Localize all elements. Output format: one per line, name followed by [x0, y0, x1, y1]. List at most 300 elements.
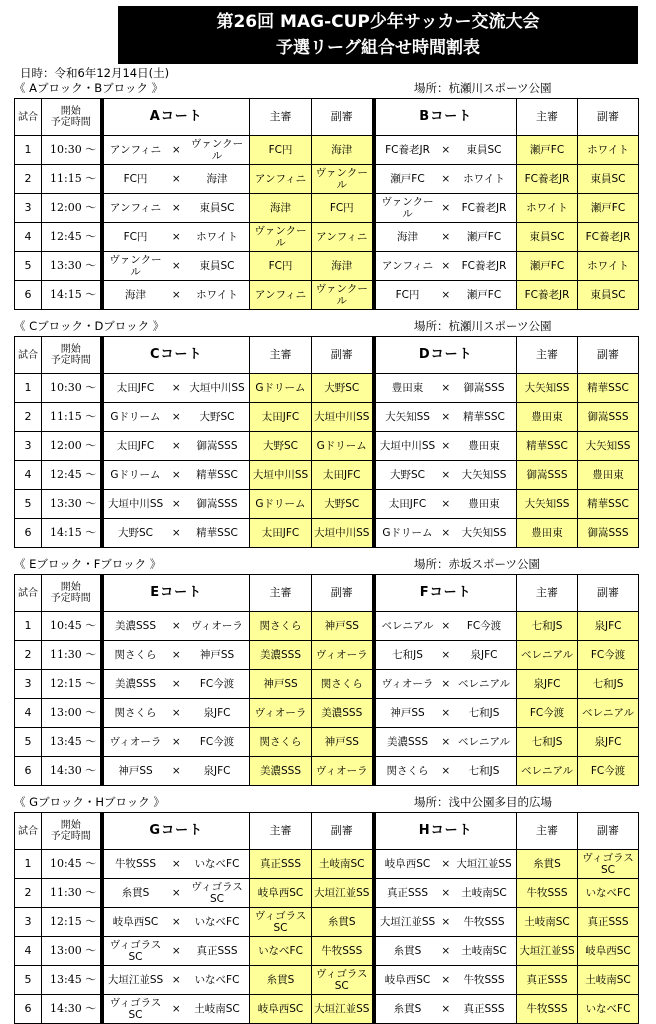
- chief-referee: 太田JFC: [250, 403, 312, 432]
- assistant-referee: 大垣中川SS: [312, 519, 374, 548]
- match-cell: [102, 403, 250, 432]
- versus-mark: ×: [441, 887, 451, 899]
- assistant-referee: 神戸SS: [312, 612, 374, 641]
- assistant-referee: 大矢知SS: [578, 432, 639, 461]
- matchup: [104, 527, 250, 539]
- match-row: [15, 281, 639, 310]
- court-1-header: Cコート: [102, 337, 250, 374]
- away-team: 土岐南SC: [461, 945, 507, 957]
- header-chief-ref: 主審: [517, 99, 578, 136]
- block-name: 《 Aブロック・Bブロック 》: [14, 81, 164, 95]
- matchup: [376, 916, 517, 928]
- matchup: [104, 382, 250, 394]
- away-team: 東員SC: [199, 202, 235, 214]
- away-team: 真正SSS: [463, 1003, 505, 1015]
- chief-referee: 土岐南SC: [517, 908, 578, 937]
- matchup: [376, 678, 517, 690]
- away-team: 泉JFC: [203, 707, 231, 719]
- match-cell: [102, 432, 250, 461]
- venue-label: 場所：杭瀬川スポーツ公園: [414, 81, 552, 95]
- home-team: アンフィニ: [381, 260, 434, 272]
- assistant-referee: 泉JFC: [578, 612, 639, 641]
- matchup: [104, 736, 250, 748]
- versus-mark: ×: [441, 678, 451, 690]
- block-header: [14, 794, 644, 810]
- schedule-table: [14, 812, 639, 1024]
- matchup: [104, 231, 250, 243]
- start-time: 12:45 ～: [42, 223, 102, 252]
- matchup: [104, 997, 250, 1021]
- away-team: 精華SSC: [196, 469, 238, 481]
- match-row: [15, 432, 639, 461]
- matchup: [376, 260, 517, 272]
- away-team: 七和JS: [468, 765, 500, 777]
- header-assistant-ref: 副審: [578, 813, 639, 850]
- match-cell: [102, 995, 250, 1024]
- home-team: 七和JS: [392, 649, 423, 661]
- match-cell: [374, 252, 517, 281]
- home-team: Gドリーム: [110, 469, 161, 481]
- assistant-referee: いなべFC: [578, 995, 639, 1024]
- chief-referee: Gドリーム: [250, 490, 312, 519]
- match-cell: [102, 641, 250, 670]
- match-row: [15, 612, 639, 641]
- match-cell: [374, 908, 517, 937]
- away-team: 御嵩SSS: [463, 382, 505, 394]
- match-cell: [374, 432, 517, 461]
- versus-mark: ×: [171, 173, 181, 185]
- chief-referee: ヴァンクール: [250, 223, 312, 252]
- chief-referee: FC養老JR: [517, 165, 578, 194]
- away-team: ベレニアル: [457, 736, 511, 748]
- versus-mark: ×: [441, 858, 451, 870]
- match-row: [15, 670, 639, 699]
- home-team: アンフィニ: [109, 202, 162, 214]
- home-team: 牛牧SSS: [115, 858, 156, 870]
- home-team: 糸貫S: [393, 945, 422, 957]
- versus-mark: ×: [171, 498, 181, 510]
- game-number: 4: [15, 699, 42, 728]
- away-team: 大矢知SS: [461, 469, 507, 481]
- match-cell: [374, 966, 517, 995]
- match-cell: [102, 281, 250, 310]
- home-team: FC円: [123, 173, 148, 185]
- start-time: 12:15 ～: [42, 908, 102, 937]
- versus-mark: ×: [441, 765, 451, 777]
- start-time: 10:45 ～: [42, 850, 102, 879]
- home-team: 美濃SSS: [115, 620, 156, 632]
- match-cell: [374, 194, 517, 223]
- chief-referee: FC養老JR: [517, 281, 578, 310]
- header-chief-ref: 主審: [517, 575, 578, 612]
- schedule-table: [14, 98, 639, 310]
- chief-referee: 糸貫S: [517, 850, 578, 879]
- assistant-referee: いなべFC: [578, 879, 639, 908]
- away-team: 精華SSC: [196, 527, 238, 539]
- matchup: [104, 649, 250, 661]
- match-row: [15, 252, 639, 281]
- game-number: 3: [15, 670, 42, 699]
- assistant-referee: 東員SC: [578, 165, 639, 194]
- versus-mark: ×: [441, 974, 451, 986]
- home-team: 豊田東: [391, 382, 424, 394]
- assistant-referee: FC円: [312, 194, 374, 223]
- court-2-header: Bコート: [374, 99, 517, 136]
- chief-referee: 瀬戸FC: [517, 136, 578, 165]
- versus-mark: ×: [171, 858, 181, 870]
- block-name: 《 Gブロック・Hブロック 》: [14, 795, 165, 809]
- away-team: ヴァンクール: [190, 138, 244, 162]
- header-start-line1: 開始: [60, 582, 81, 593]
- match-cell: [374, 699, 517, 728]
- matchup: [376, 620, 517, 632]
- header-start-time: [42, 813, 102, 850]
- versus-mark: ×: [441, 707, 451, 719]
- matchup: [376, 440, 517, 452]
- start-time: 13:45 ～: [42, 966, 102, 995]
- court-2-header: Hコート: [374, 813, 517, 850]
- block-header: [14, 556, 644, 572]
- chief-referee: ホワイト: [517, 194, 578, 223]
- home-team: 糸貫S: [393, 1003, 422, 1015]
- chief-referee: 東員SC: [517, 223, 578, 252]
- block-name: 《 Cブロック・Dブロック 》: [14, 319, 165, 333]
- versus-mark: ×: [171, 736, 181, 748]
- away-team: いなべFC: [194, 974, 240, 986]
- assistant-referee: 東員SC: [578, 281, 639, 310]
- home-team: 関さくら: [114, 707, 157, 719]
- assistant-referee: ヴァンクール: [312, 281, 374, 310]
- header-chief-ref: 主審: [517, 813, 578, 850]
- chief-referee: ベレニアル: [517, 641, 578, 670]
- assistant-referee: 土岐南SC: [578, 966, 639, 995]
- chief-referee: 豊田東: [517, 519, 578, 548]
- assistant-referee: 大垣中川SS: [312, 403, 374, 432]
- versus-mark: ×: [441, 649, 451, 661]
- chief-referee: ヴィオーラ: [250, 699, 312, 728]
- chief-referee: FC円: [250, 136, 312, 165]
- versus-mark: ×: [171, 765, 181, 777]
- home-team: 大野SC: [118, 527, 153, 539]
- home-team: Gドリーム: [382, 527, 433, 539]
- match-cell: [102, 461, 250, 490]
- match-cell: [102, 937, 250, 966]
- header-game: 試合: [15, 337, 42, 374]
- match-row: [15, 461, 639, 490]
- versus-mark: ×: [171, 887, 181, 899]
- chief-referee: 精華SSC: [517, 432, 578, 461]
- versus-mark: ×: [171, 945, 181, 957]
- versus-mark: ×: [171, 469, 181, 481]
- court-1-header: Gコート: [102, 813, 250, 850]
- versus-mark: ×: [171, 260, 181, 272]
- versus-mark: ×: [171, 707, 181, 719]
- start-time: 13:45 ～: [42, 728, 102, 757]
- versus-mark: ×: [171, 527, 181, 539]
- assistant-referee: ベレニアル: [578, 699, 639, 728]
- match-cell: [374, 995, 517, 1024]
- assistant-referee: アンフィニ: [312, 223, 374, 252]
- matchup: [376, 649, 517, 661]
- assistant-referee: ヴィオーラ: [312, 641, 374, 670]
- match-row: [15, 641, 639, 670]
- court-2-header: Fコート: [374, 575, 517, 612]
- chief-referee: 美濃SSS: [250, 641, 312, 670]
- matchup: [376, 382, 517, 394]
- matchup: [376, 498, 517, 510]
- matchup: [104, 440, 250, 452]
- start-time: 11:30 ～: [42, 641, 102, 670]
- assistant-referee: 美濃SSS: [312, 699, 374, 728]
- game-number: 6: [15, 519, 42, 548]
- match-row: [15, 757, 639, 786]
- away-team: 御嵩SSS: [196, 440, 238, 452]
- start-time: 12:15 ～: [42, 670, 102, 699]
- match-row: [15, 194, 639, 223]
- start-time: 13:00 ～: [42, 937, 102, 966]
- away-team: 海津: [206, 173, 228, 185]
- match-row: [15, 995, 639, 1024]
- away-team: ホワイト: [196, 289, 238, 301]
- chief-referee: 瀬戸FC: [517, 252, 578, 281]
- versus-mark: ×: [171, 144, 181, 156]
- away-team: 神戸SS: [199, 649, 235, 661]
- match-cell: [102, 850, 250, 879]
- header-assistant-ref: 副審: [578, 337, 639, 374]
- assistant-referee: 真正SSS: [578, 908, 639, 937]
- matchup: [104, 881, 250, 905]
- venue-label: 場所：浅中公園多目的広場: [414, 795, 552, 809]
- match-row: [15, 879, 639, 908]
- versus-mark: ×: [171, 1003, 181, 1015]
- versus-mark: ×: [171, 202, 181, 214]
- away-team: 豊田東: [468, 440, 500, 452]
- chief-referee: 七和JS: [517, 728, 578, 757]
- assistant-referee: 岐阜西SC: [578, 937, 639, 966]
- away-team: 真正SSS: [196, 945, 238, 957]
- assistant-referee: 大垣江並SS: [312, 879, 374, 908]
- matchup: [104, 498, 250, 510]
- home-team: 岐阜西SC: [384, 974, 431, 986]
- matchup: [376, 527, 517, 539]
- header-start-line2: 予定時間: [50, 593, 91, 604]
- header-start-line2: 予定時間: [50, 117, 91, 128]
- chief-referee: 岐阜西SC: [250, 879, 312, 908]
- away-team: FC今渡: [199, 678, 235, 690]
- matchup: [104, 620, 250, 632]
- assistant-referee: 七和JS: [578, 670, 639, 699]
- game-number: 5: [15, 966, 42, 995]
- game-number: 4: [15, 937, 42, 966]
- game-number: 1: [15, 612, 42, 641]
- match-cell: [102, 194, 250, 223]
- away-team: ベレニアル: [457, 678, 511, 690]
- header-assistant-ref: 副審: [578, 575, 639, 612]
- chief-referee: 大矢知SS: [517, 490, 578, 519]
- home-team: 瀬戸FC: [390, 173, 425, 185]
- away-team: 大垣江並SS: [456, 858, 512, 870]
- match-cell: [374, 850, 517, 879]
- assistant-referee: Gドリーム: [312, 432, 374, 461]
- away-team: 大矢知SS: [461, 527, 507, 539]
- header-start-time: [42, 337, 102, 374]
- match-row: [15, 699, 639, 728]
- assistant-referee: 太田JFC: [312, 461, 374, 490]
- game-number: 1: [15, 136, 42, 165]
- match-cell: [102, 374, 250, 403]
- versus-mark: ×: [441, 411, 451, 423]
- home-team: 太田JFC: [388, 498, 427, 510]
- matchup: [376, 196, 517, 220]
- chief-referee: アンフィニ: [250, 281, 312, 310]
- matchup: [104, 289, 250, 301]
- match-cell: [374, 374, 517, 403]
- game-number: 6: [15, 757, 42, 786]
- match-row: [15, 519, 639, 548]
- matchup: [104, 939, 250, 963]
- away-team: ホワイト: [196, 231, 238, 243]
- home-team: 大野SC: [390, 469, 425, 481]
- start-time: 10:45 ～: [42, 612, 102, 641]
- match-cell: [102, 879, 250, 908]
- chief-referee: 真正SSS: [517, 966, 578, 995]
- home-team: ベレニアル: [381, 620, 434, 632]
- assistant-referee: 糸貫S: [312, 908, 374, 937]
- away-team: 土岐南SC: [461, 887, 507, 899]
- game-number: 1: [15, 374, 42, 403]
- event-date: 日時：令和6年12月14日(土): [20, 66, 170, 80]
- match-cell: [102, 165, 250, 194]
- chief-referee: FC円: [250, 252, 312, 281]
- game-number: 3: [15, 908, 42, 937]
- away-team: FC今渡: [466, 620, 502, 632]
- match-row: [15, 403, 639, 432]
- header-assistant-ref: 副審: [312, 337, 374, 374]
- match-cell: [374, 670, 517, 699]
- matchup: [104, 974, 250, 986]
- matchup: [104, 138, 250, 162]
- versus-mark: ×: [441, 736, 451, 748]
- title-line-2: 予選リーグ組合せ時間割表: [276, 38, 480, 58]
- match-row: [15, 966, 639, 995]
- home-team: 美濃SSS: [115, 678, 156, 690]
- assistant-referee: 関さくら: [312, 670, 374, 699]
- home-team: 美濃SSS: [387, 736, 428, 748]
- versus-mark: ×: [171, 649, 181, 661]
- match-row: [15, 908, 639, 937]
- matchup: [376, 945, 517, 957]
- start-time: 14:15 ～: [42, 519, 102, 548]
- start-time: 14:15 ～: [42, 281, 102, 310]
- start-time: 11:30 ～: [42, 879, 102, 908]
- versus-mark: ×: [441, 173, 451, 185]
- game-number: 3: [15, 432, 42, 461]
- header-chief-ref: 主審: [250, 99, 312, 136]
- versus-mark: ×: [171, 974, 181, 986]
- schedule-table: [14, 574, 639, 786]
- home-team: FC円: [395, 289, 420, 301]
- game-number: 6: [15, 995, 42, 1024]
- away-team: FC養老JR: [461, 260, 507, 272]
- home-team: ヴィオーラ: [109, 736, 162, 748]
- home-team: 太田JFC: [116, 382, 155, 394]
- game-number: 5: [15, 252, 42, 281]
- match-cell: [102, 252, 250, 281]
- game-number: 3: [15, 194, 42, 223]
- away-team: 大垣中川SS: [189, 382, 245, 394]
- chief-referee: 泉JFC: [517, 670, 578, 699]
- chief-referee: 美濃SSS: [250, 757, 312, 786]
- game-number: 5: [15, 490, 42, 519]
- chief-referee: ヴィゴラスSC: [250, 908, 312, 937]
- matchup: [376, 144, 517, 156]
- start-time: 12:00 ～: [42, 194, 102, 223]
- start-time: 13:30 ～: [42, 490, 102, 519]
- start-time: 13:30 ～: [42, 252, 102, 281]
- game-number: 2: [15, 641, 42, 670]
- header-chief-ref: 主審: [250, 575, 312, 612]
- versus-mark: ×: [171, 289, 181, 301]
- chief-referee: FC今渡: [517, 699, 578, 728]
- matchup: [376, 231, 517, 243]
- versus-mark: ×: [171, 231, 181, 243]
- versus-mark: ×: [171, 382, 181, 394]
- assistant-referee: 大垣江並SS: [312, 995, 374, 1024]
- assistant-referee: ヴァンクール: [312, 165, 374, 194]
- home-team: 真正SSS: [387, 887, 428, 899]
- assistant-referee: ホワイト: [578, 136, 639, 165]
- versus-mark: ×: [441, 945, 451, 957]
- match-cell: [374, 641, 517, 670]
- match-row: [15, 728, 639, 757]
- versus-mark: ×: [171, 411, 181, 423]
- matchup: [104, 707, 250, 719]
- header-chief-ref: 主審: [517, 337, 578, 374]
- chief-referee: 七和JS: [517, 612, 578, 641]
- assistant-referee: FC養老JR: [578, 223, 639, 252]
- chief-referee: 大矢知SS: [517, 374, 578, 403]
- game-number: 2: [15, 165, 42, 194]
- away-team: 七和JS: [468, 707, 500, 719]
- matchup: [376, 858, 517, 870]
- away-team: 大野SC: [199, 411, 235, 423]
- matchup: [376, 765, 517, 777]
- home-team: 岐阜西SC: [384, 858, 431, 870]
- away-team: ホワイト: [463, 173, 505, 185]
- home-team: 大垣江並SS: [107, 974, 164, 986]
- start-time: 12:45 ～: [42, 461, 102, 490]
- match-row: [15, 374, 639, 403]
- chief-referee: 御嵩SSS: [517, 461, 578, 490]
- match-cell: [102, 908, 250, 937]
- home-team: 大垣江並SS: [379, 916, 436, 928]
- home-team: 海津: [397, 231, 418, 243]
- match-cell: [102, 612, 250, 641]
- matchup: [376, 173, 517, 185]
- match-cell: [102, 757, 250, 786]
- versus-mark: ×: [441, 289, 451, 301]
- header-start-time: [42, 575, 102, 612]
- home-team: 大垣中川SS: [107, 498, 164, 510]
- assistant-referee: 海津: [312, 136, 374, 165]
- start-time: 10:30 ～: [42, 136, 102, 165]
- header-assistant-ref: 副審: [578, 99, 639, 136]
- home-team: ヴァンクール: [109, 254, 162, 278]
- versus-mark: ×: [441, 202, 451, 214]
- start-time: 14:30 ～: [42, 757, 102, 786]
- assistant-referee: 大野SC: [312, 374, 374, 403]
- start-time: 13:00 ～: [42, 699, 102, 728]
